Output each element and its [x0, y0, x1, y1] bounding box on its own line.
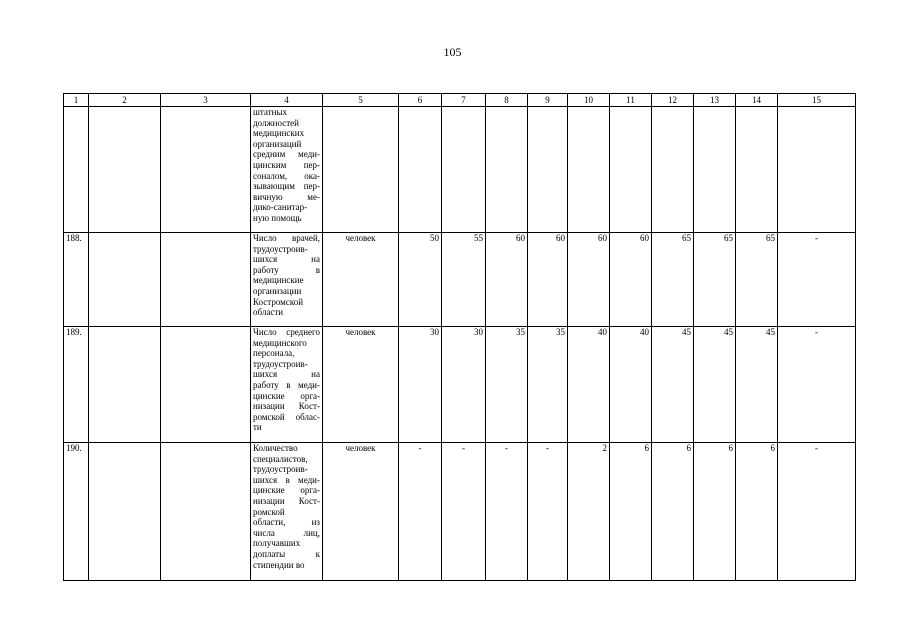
table-row [64, 327, 856, 443]
description-line: штатных [253, 107, 288, 117]
indicator-table [63, 93, 856, 581]
header-cell: 7 [442, 94, 486, 107]
col3-cell [161, 443, 251, 581]
row-number: 188. [64, 233, 89, 327]
description-line: низации Кост- [253, 495, 320, 506]
col15-cell: - [778, 327, 856, 443]
description-line: ную помощь [253, 212, 302, 223]
value-cell [442, 107, 486, 233]
description-line: низации Кост- [253, 401, 320, 412]
value-cell: 35 [528, 327, 568, 443]
table-row [64, 443, 856, 581]
value-cell: 40 [568, 327, 610, 443]
description-line: цинские орга- [253, 485, 320, 496]
header-cell: 8 [486, 94, 528, 107]
table-row [64, 107, 856, 233]
header-cell: 14 [736, 94, 778, 107]
description-line: медицинских [253, 128, 305, 139]
indicator-description [251, 327, 323, 443]
header-cell: 11 [610, 94, 652, 107]
description-line: зывающим пер- [253, 181, 320, 192]
description-line: трудоустроив- [253, 358, 308, 369]
description-line: шихся в меди- [253, 474, 320, 485]
value-cell: 40 [610, 327, 652, 443]
value-cell: 55 [442, 233, 486, 327]
description-line: дико-санитар- [253, 202, 308, 213]
unit-cell [323, 107, 399, 233]
description-line: работу в меди- [253, 379, 320, 390]
value-cell: 45 [736, 327, 778, 443]
value-cell [652, 107, 694, 233]
value-cell: - [399, 443, 442, 581]
value-cell: 30 [399, 327, 442, 443]
description-line: специалистов, [253, 453, 308, 464]
header-cell: 9 [528, 94, 568, 107]
description-line: Число врачей, [253, 233, 320, 243]
description-line: ромской [253, 506, 285, 517]
value-cell: 65 [652, 233, 694, 327]
header-cell: 5 [323, 94, 399, 107]
unit-cell: человек [323, 443, 399, 581]
value-cell: 45 [652, 327, 694, 443]
col3-cell [161, 107, 251, 233]
description-line: средним меди- [253, 149, 320, 160]
col2-cell [89, 443, 161, 581]
description-line: персонала, [253, 348, 295, 359]
description-line: получавших [253, 538, 301, 549]
col15-cell [778, 107, 856, 233]
page-number: 105 [443, 45, 462, 59]
description-line: области, из [253, 517, 320, 528]
description-line: должностей [253, 117, 299, 128]
description-line: цинским пер- [253, 159, 320, 170]
col2-cell [89, 107, 161, 233]
header-cell: 12 [652, 94, 694, 107]
description-line: Число среднего [253, 327, 320, 337]
col3-cell [161, 327, 251, 443]
description-line: стипендии во [253, 559, 305, 570]
row-number [64, 107, 89, 233]
description-line: медицинского [253, 337, 307, 348]
header-cell: 4 [251, 94, 323, 107]
value-cell [736, 107, 778, 233]
description-line: доплаты к [253, 548, 320, 559]
value-cell [610, 107, 652, 233]
value-cell [528, 107, 568, 233]
description-line: вичную ме- [253, 191, 320, 202]
value-cell: 6 [610, 443, 652, 581]
header-cell: 2 [89, 94, 161, 107]
description-line: ти [253, 422, 262, 433]
header-cell: 13 [694, 94, 736, 107]
unit-cell: человек [323, 233, 399, 327]
col15-cell: - [778, 233, 856, 327]
value-cell: 6 [694, 443, 736, 581]
description-line: организаций [253, 138, 302, 149]
description-line: организации [253, 285, 302, 296]
header-row [64, 94, 856, 107]
row-number: 189. [64, 327, 89, 443]
description-line: цинские орга- [253, 390, 320, 401]
value-cell: 60 [568, 233, 610, 327]
value-cell: 60 [528, 233, 568, 327]
description-line: ромской облас- [253, 411, 320, 422]
header-cell: 15 [778, 94, 856, 107]
value-cell: 65 [736, 233, 778, 327]
value-cell: 2 [568, 443, 610, 581]
value-cell: 60 [486, 233, 528, 327]
col3-cell [161, 233, 251, 327]
value-cell [486, 107, 528, 233]
header-cell: 6 [399, 94, 442, 107]
description-line: шихся на [253, 254, 320, 265]
value-cell: - [528, 443, 568, 581]
value-cell: 65 [694, 233, 736, 327]
description-line: соналом, ока- [253, 170, 320, 181]
description-line: шихся на [253, 369, 320, 380]
table-row [64, 233, 856, 327]
description-line: медицинские [253, 275, 304, 286]
description-line: трудоустроив- [253, 243, 308, 254]
header-cell: 10 [568, 94, 610, 107]
description-line: Количество [253, 443, 298, 453]
indicator-description [251, 233, 323, 327]
value-cell [568, 107, 610, 233]
value-cell: 30 [442, 327, 486, 443]
value-cell: 35 [486, 327, 528, 443]
value-cell: 45 [694, 327, 736, 443]
description-line: трудоустроив- [253, 464, 308, 475]
indicator-description [251, 107, 323, 233]
value-cell: 6 [736, 443, 778, 581]
value-cell [399, 107, 442, 233]
value-cell: 60 [610, 233, 652, 327]
value-cell: - [486, 443, 528, 581]
value-cell: 6 [652, 443, 694, 581]
row-number: 190. [64, 443, 89, 581]
unit-cell: человек [323, 327, 399, 443]
col15-cell: - [778, 443, 856, 581]
header-cell: 3 [161, 94, 251, 107]
col2-cell [89, 327, 161, 443]
header-cell: 1 [64, 94, 89, 107]
value-cell [694, 107, 736, 233]
description-line: работу в [253, 264, 320, 275]
description-line: Костромской [253, 296, 304, 307]
col2-cell [89, 233, 161, 327]
value-cell: - [442, 443, 486, 581]
value-cell: 50 [399, 233, 442, 327]
description-line: области [253, 307, 284, 318]
description-line: числа лиц, [253, 527, 320, 538]
indicator-description [251, 443, 323, 581]
